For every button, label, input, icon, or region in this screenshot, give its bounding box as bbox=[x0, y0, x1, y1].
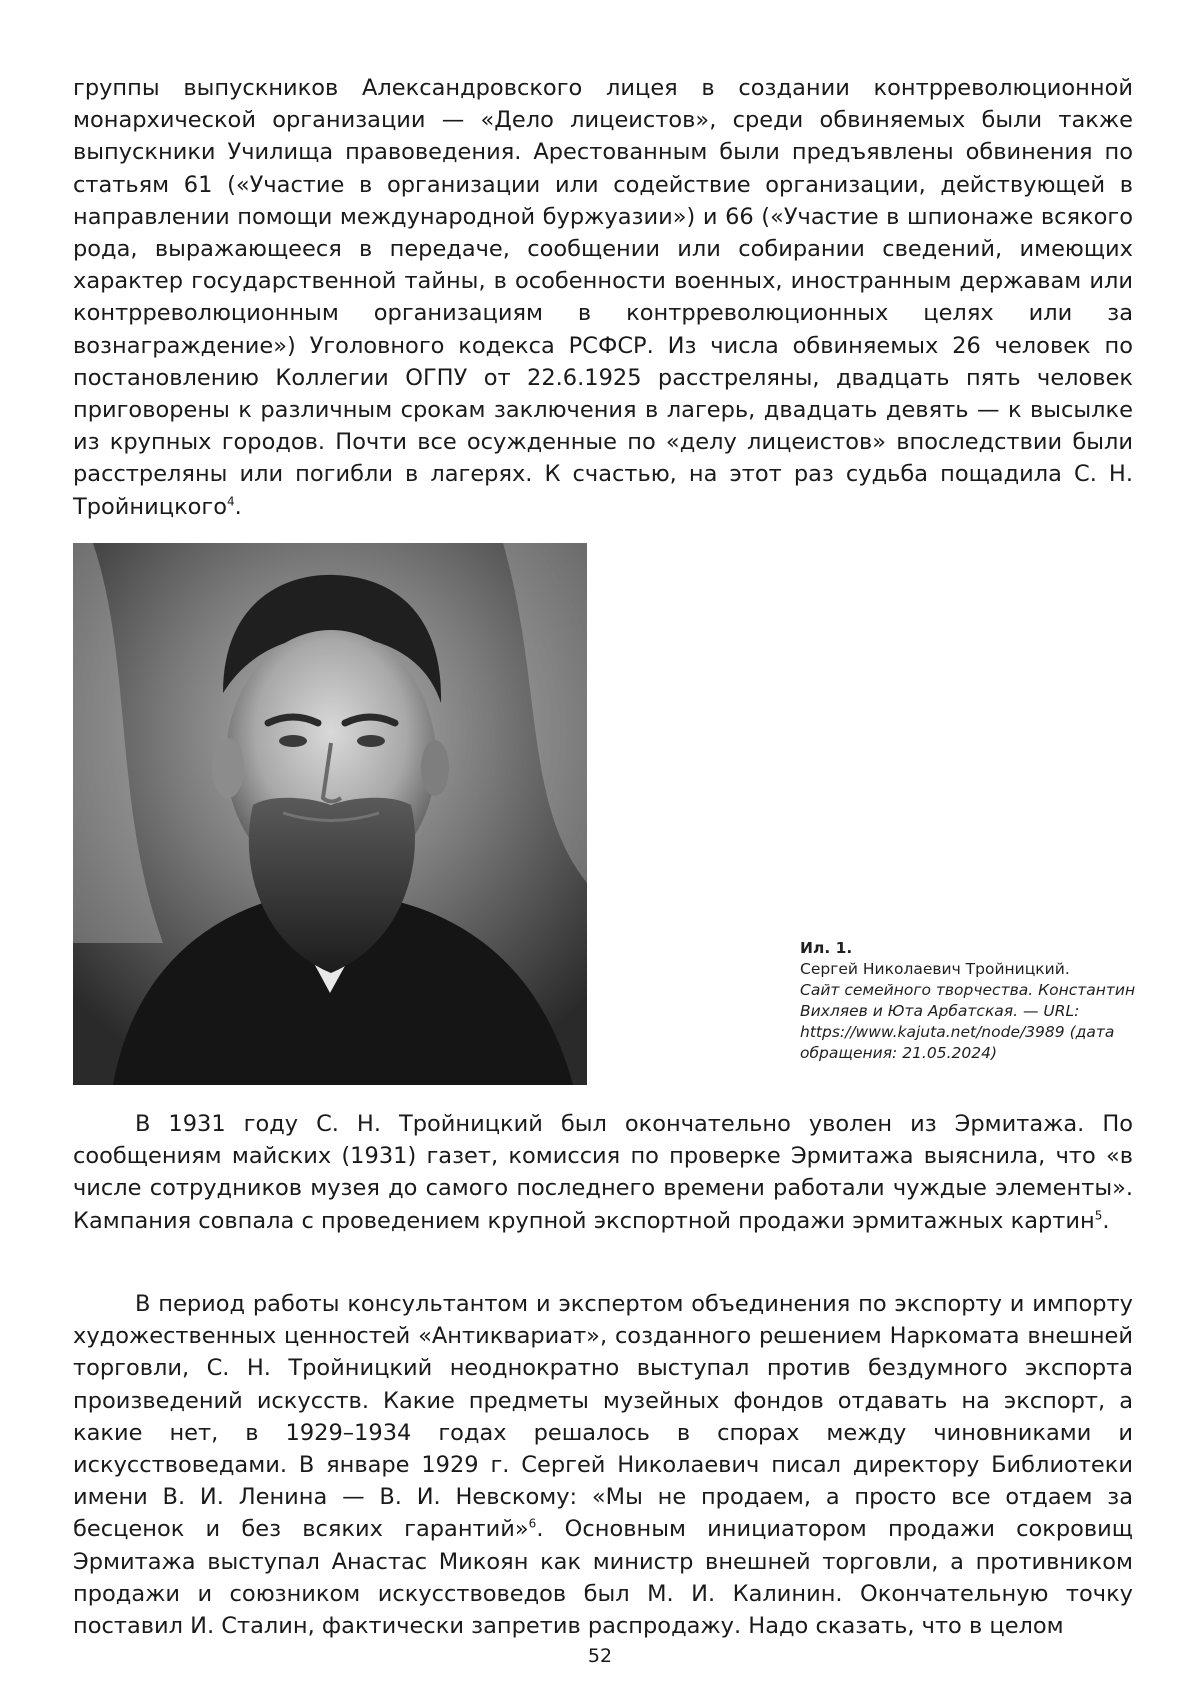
portrait-photo bbox=[73, 543, 587, 1085]
footnote-ref-4: 4 bbox=[227, 494, 235, 509]
paragraph-2-text: В 1931 году С. Н. Тройницкий был окончательно уволен из Эрмитажа. По сообщениям майских (1931) газет, комиссия по проверке Эрмитажа выяснила, что «в числе сотрудников музея до самого последнего времени работали чуждые элементы». Кампания совпала с проведением крупной экспортной продажи эрмитажных картин bbox=[73, 1111, 1133, 1234]
paragraph-2: В 1931 году С. Н. Тройницкий был окончательно уволен из Эрмитажа. По сообщениям майских (1931) газет, комиссия по проверке Эрмитажа выяснила, что «в числе сотрудников музея до самого последнего времени работали чуждые элементы». Кампания совпала с проведением крупной экспортной продажи эрмитажных картин$^5$. bbox=[73, 1111, 1133, 1234]
footnote-ref-6: 6 bbox=[528, 1516, 537, 1531]
figure-caption bbox=[800, 938, 1140, 1064]
paragraph-3 bbox=[73, 1288, 1133, 1642]
footnote-ref-5: 5 bbox=[1094, 1208, 1103, 1223]
figure-label: Ил. 1. bbox=[800, 939, 853, 957]
page-number: 52 bbox=[587, 1645, 613, 1667]
paragraph-3-text-a: В период работы консультантом и экспертом объединения по экспорту и импорту художественных ценностей «Антиквариат», созданного решением Наркомата внешней торговли, С. Н. Тройницкий неоднократно выступал против бездумного экспорта произведений искусств. Какие предметы музейных фондов отдавать на экспорт, а какие нет, в 1929–1934 годах решалось в спорах между чиновниками и искусствоведами. В январе 1929 г. Сергей Николаевич писал директору Библиотеки имени В. И. Ленина — В. И. Невскому: «Мы не продаем, а просто все отдаем за бесценок и без всяких гарантий» bbox=[73, 1291, 1133, 1543]
figure-name: Сергей Николаевич Тройницкий. bbox=[800, 960, 1070, 978]
paragraph-1-text: группы выпускников Александровского лицея в создании контрреволюционной монархической организации — «Дело лицеистов», среди обвиняемых были также выпускники Училища правоведения. Арестованным были предъявлены обвинения по статьям 61 («Участие в организации или содействие организации, действующей в направлении помощи международной буржуазии») и 66 («Участие в шпионаже всякого рода, выражающееся в передаче, сообщении или собирании сведений, имеющих характер государственной тайны, в особенности военных, иностранным державам или контрреволюционным организациям в контрреволюционных целях или за вознаграждение») Уголовного кодекса РСФСР. Из числа обвиняемых 26 человек по постановлению Коллегии ОГПУ от 22.6.1925 расстреляны, двадцать пять человек приговорены к различным срокам заключения в лагерь, двадцать девять — к высылке из крупных городов. Почти все осужденные по «делу лицеистов» впоследствии были расстреляны или погибли в лагерях. К счастью, на этот раз судьба пощадила С. Н. Тройницкого bbox=[73, 75, 1133, 520]
figure-source: Сайт семейного творчества. Константин Вихляев и Юта Арбатская. — URL: https://www.kajuta.net/node/3989 (дата обращения: 21.05.2024) bbox=[800, 981, 1136, 1062]
portrait-illustration bbox=[73, 543, 587, 1085]
paragraph-1: группы выпускников Александровского лицея в создании контрреволюционной монархической организации — «Дело лицеистов», среди обвиняемых были также выпускники Училища правоведения. Арестованным были предъявлены обвинения по статьям 61 («Участие в организации или содействие организации, действующей в направлении помощи международной буржуазии») и 66 («Участие в шпионаже всякого рода, выражающееся в передаче, сообщении или собирании сведений, имеющих характер государственной тайны, в особенности военных, иностранным державам или контрреволюционным организациям в контрреволюционных целях или за вознаграждение») Уголовного кодекса РСФСР. Из числа обвиняемых 26 человек по постановлению Коллегии ОГПУ от 22.6.1925 расстреляны, двадцать пять человек приговорены к различным срокам заключения в лагерь, двадцать девять — к высылке из крупных городов. Почти все осужденные по «делу лицеистов» впоследствии были расстреляны или погибли в лагерях. К счастью, на этот раз судьба пощадила С. Н. Тройницкого$^4$. bbox=[73, 75, 1133, 520]
paragraph-3-text-b: . Основным инициатором продажи сокровищ Эрмитажа выступал Анастас Микоян как министр внешней торговли, а противником продажи и союзником искусствоведов был М. И. Калинин. Окончательную точку поставил И. Сталин, фактически запретив распродажу. Надо сказать, что в целом bbox=[73, 1516, 1133, 1640]
